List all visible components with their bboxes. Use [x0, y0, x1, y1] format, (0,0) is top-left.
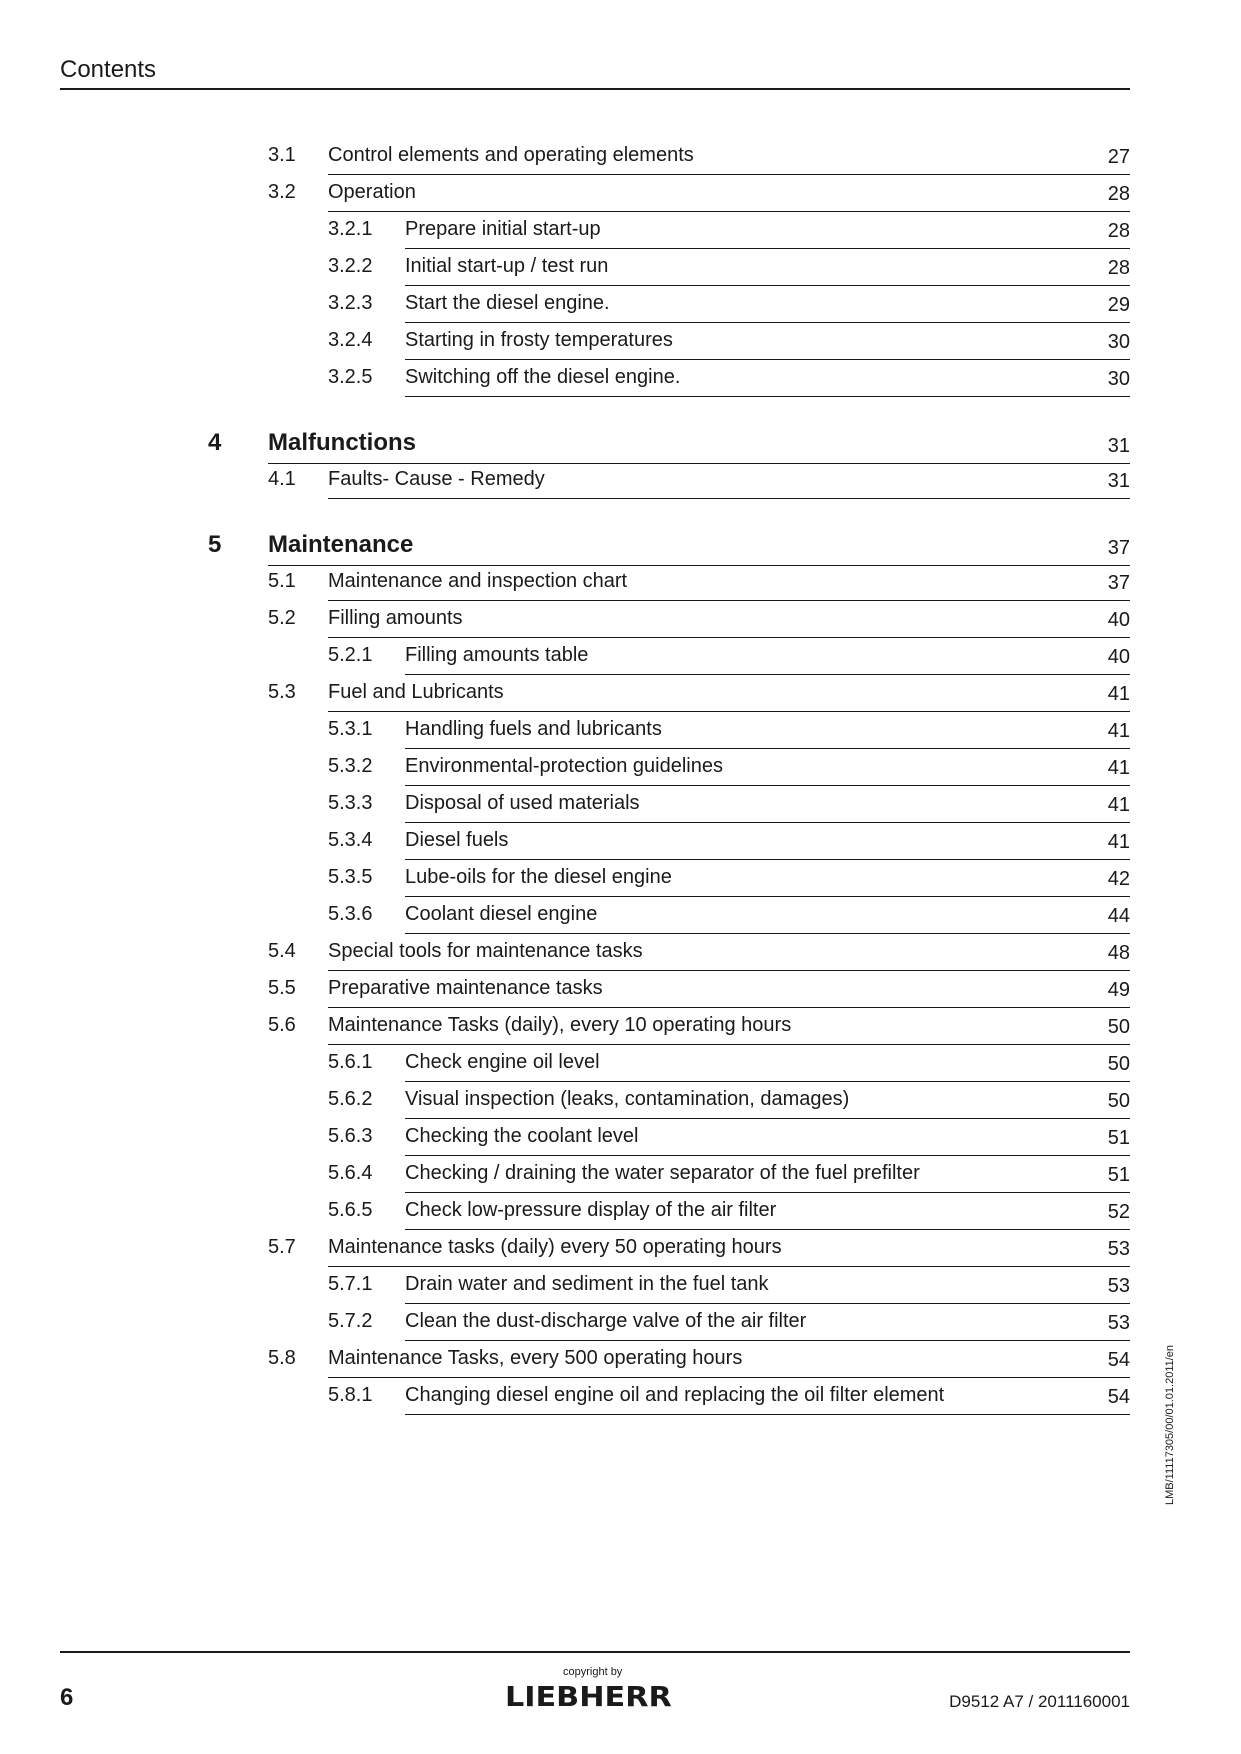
toc-entry-page: 41: [1107, 720, 1130, 742]
toc-entry-page: 53: [1107, 1275, 1130, 1297]
toc-entry-underline: [405, 822, 1130, 823]
toc-entry-page: 50: [1107, 1053, 1130, 1075]
toc-entry[interactable]: [0, 214, 1241, 254]
toc-entry-underline: [405, 322, 1130, 323]
toc-entry-underline: [405, 933, 1130, 934]
toc-entry-underline: [328, 174, 1130, 175]
toc-entry-title: Drain water and sediment in the fuel tank: [405, 1273, 769, 1295]
toc-entry[interactable]: [0, 566, 1241, 606]
toc-entry-underline: [328, 711, 1130, 712]
toc-entry-page: 41: [1107, 757, 1130, 779]
toc-entry[interactable]: [0, 714, 1241, 754]
toc-entry[interactable]: [0, 936, 1241, 976]
toc-entry[interactable]: [0, 1306, 1241, 1346]
toc-entry-number: 5.7.2: [328, 1310, 373, 1332]
toc-entry-title: Changing diesel engine oil and replacing the oil filter element: [405, 1384, 945, 1406]
toc-entry[interactable]: [0, 1195, 1241, 1235]
toc-entry-number: 5.3.3: [328, 792, 373, 814]
toc-entry-page: 41: [1107, 683, 1130, 705]
document-reference-code: LMB/11117305/00/01.01.2011/en: [1164, 1344, 1176, 1505]
toc-entry-page: 48: [1107, 942, 1130, 964]
toc-entry-page: 28: [1107, 257, 1130, 279]
toc-entry-number: 3.2.5: [328, 366, 373, 388]
toc-entry-number: 5.1: [268, 570, 296, 592]
toc-entry-number: 5.3: [268, 681, 296, 703]
toc-entry-number: 5.6: [268, 1014, 296, 1036]
toc-entry-underline: [328, 637, 1130, 638]
toc-entry-number: 5.8: [268, 1347, 296, 1369]
toc-entry-number: 3.2.4: [328, 329, 373, 351]
toc-entry-page: 30: [1107, 368, 1130, 390]
toc-entry-page: 51: [1107, 1164, 1130, 1186]
toc-entry-number: 5.5: [268, 977, 296, 999]
toc-entry-number: 5: [208, 531, 222, 558]
toc-entry-page: 52: [1107, 1201, 1130, 1223]
toc-entry[interactable]: [0, 788, 1241, 828]
toc-entry-underline: [405, 396, 1130, 397]
toc-entry-title: Initial start-up / test run: [405, 255, 609, 277]
toc-entry-title: Start the diesel engine.: [405, 292, 610, 314]
toc-entry-title: Operation: [328, 181, 416, 203]
toc-entry[interactable]: [0, 973, 1241, 1013]
toc-entry[interactable]: [0, 1343, 1241, 1383]
toc-entry-underline: [328, 211, 1130, 212]
toc-entry-number: 4: [208, 429, 222, 456]
toc-entry[interactable]: [0, 1380, 1241, 1420]
toc-entry-underline: [405, 859, 1130, 860]
toc-entry-page: 53: [1107, 1312, 1130, 1334]
toc-entry-number: 5.3.4: [328, 829, 373, 851]
toc-entry[interactable]: [0, 862, 1241, 902]
toc-entry[interactable]: [0, 325, 1241, 365]
toc-chapter[interactable]: [0, 427, 1241, 467]
toc-entry-underline: [405, 1414, 1130, 1415]
toc-entry[interactable]: [0, 825, 1241, 865]
toc-entry-page: 28: [1107, 183, 1130, 205]
toc-entry-underline: [405, 674, 1130, 675]
toc-entry-page: 31: [1107, 470, 1130, 492]
toc-entry-underline: [405, 1192, 1130, 1193]
toc-entry-page: 54: [1107, 1386, 1130, 1408]
toc-entry-title: Check engine oil level: [405, 1051, 600, 1073]
toc-entry-page: 28: [1107, 220, 1130, 242]
toc-entry[interactable]: [0, 751, 1241, 791]
toc-entry-number: 3.2: [268, 181, 296, 203]
toc-entry-underline: [328, 1044, 1130, 1045]
toc-entry-page: 54: [1107, 1349, 1130, 1371]
toc-entry-title: Visual inspection (leaks, contamination, damages): [405, 1088, 850, 1110]
toc-entry-title: Environmental-protection guidelines: [405, 755, 723, 777]
toc-entry-page: 41: [1107, 794, 1130, 816]
toc-entry-page: 41: [1107, 831, 1130, 853]
toc-entry[interactable]: [0, 899, 1241, 939]
toc-entry-number: 5.3.5: [328, 866, 373, 888]
toc-entry-number: 3.1: [268, 144, 296, 166]
toc-entry-title: Lube-oils for the diesel engine: [405, 866, 672, 888]
toc-entry-number: 5.3.1: [328, 718, 373, 740]
page-number: 6: [60, 1684, 74, 1711]
toc-entry-page: 51: [1107, 1127, 1130, 1149]
toc-entry-underline: [328, 1266, 1130, 1267]
toc-entry-title: Special tools for maintenance tasks: [328, 940, 643, 962]
toc-entry-title: Maintenance and inspection chart: [328, 570, 628, 592]
toc-entry-page: 50: [1107, 1090, 1130, 1112]
toc-entry-title: Maintenance Tasks (daily), every 10 operating hours: [328, 1014, 792, 1036]
toc-entry-number: 5.6.2: [328, 1088, 373, 1110]
toc-entry-title: Control elements and operating elements: [328, 144, 694, 166]
toc-entry-title: Filling amounts table: [405, 644, 589, 666]
toc-entry[interactable]: [0, 1232, 1241, 1272]
toc-entry[interactable]: [0, 1084, 1241, 1124]
toc-entry-title: Check low-pressure display of the air filter: [405, 1199, 777, 1221]
document-id: D9512 A7 / 2011160001: [949, 1692, 1130, 1711]
toc-entry-page: 31: [1107, 435, 1130, 457]
toc-entry-title: Handling fuels and lubricants: [405, 718, 662, 740]
toc-entry-page: 40: [1107, 646, 1130, 668]
toc-entry-page: 49: [1107, 979, 1130, 1001]
toc-entry-title: Maintenance Tasks, every 500 operating hours: [328, 1347, 743, 1369]
toc-entry-title: Malfunctions: [268, 429, 416, 456]
liebherr-logo: LIEBHERR: [505, 1680, 672, 1713]
toc-entry-underline: [405, 1229, 1130, 1230]
toc-entry-title: Checking the coolant level: [405, 1125, 639, 1147]
toc-entry-underline: [328, 970, 1130, 971]
toc-entry-number: 4.1: [268, 468, 296, 490]
toc-entry[interactable]: [0, 140, 1241, 180]
toc-entry-underline: [405, 748, 1130, 749]
toc-entry-underline: [328, 1007, 1130, 1008]
page-header-title: Contents: [60, 56, 157, 83]
toc-entry-underline: [405, 285, 1130, 286]
toc-entry-title: Starting in frosty temperatures: [405, 329, 673, 351]
toc-entry-number: 5.3.2: [328, 755, 373, 777]
toc-entry-title: Switching off the diesel engine.: [405, 366, 681, 388]
toc-entry-underline: [328, 1377, 1130, 1378]
toc-entry-title: Faults- Cause - Remedy: [328, 468, 545, 490]
toc-entry-number: 5.6.4: [328, 1162, 373, 1184]
toc-entry-title: Diesel fuels: [405, 829, 509, 851]
toc-entry[interactable]: [0, 464, 1241, 504]
toc-entry-underline: [405, 896, 1130, 897]
toc-entry[interactable]: [0, 1010, 1241, 1050]
toc-entry-underline: [405, 1118, 1130, 1119]
toc-entry[interactable]: [0, 603, 1241, 643]
toc-entry-number: 3.2.2: [328, 255, 373, 277]
toc-entry-title: Checking / draining the water separator of the fuel prefilter: [405, 1162, 920, 1184]
toc-entry-page: 29: [1107, 294, 1130, 316]
toc-entry-page: 30: [1107, 331, 1130, 353]
toc-chapter[interactable]: [0, 529, 1241, 569]
toc-entry-title: Disposal of used materials: [405, 792, 640, 814]
toc-entry-page: 27: [1107, 146, 1130, 168]
toc-entry-number: 5.7: [268, 1236, 296, 1258]
toc-entry-number: 5.6.1: [328, 1051, 373, 1073]
toc-entry[interactable]: [0, 362, 1241, 402]
toc-entry-page: 44: [1107, 905, 1130, 927]
toc-entry-number: 5.4: [268, 940, 296, 962]
toc-entry-underline: [405, 1155, 1130, 1156]
toc-entry[interactable]: [0, 288, 1241, 328]
toc-entry-title: Clean the dust-discharge valve of the air filter: [405, 1310, 807, 1332]
toc-entry-page: 40: [1107, 609, 1130, 631]
toc-entry-title: Filling amounts: [328, 607, 463, 629]
toc-entry-underline: [405, 785, 1130, 786]
toc-entry-number: 3.2.3: [328, 292, 373, 314]
toc-entry-title: Preparative maintenance tasks: [328, 977, 603, 999]
toc-entry[interactable]: [0, 177, 1241, 217]
toc-entry-underline: [405, 1081, 1130, 1082]
toc-entry[interactable]: [0, 677, 1241, 717]
toc-entry-page: 37: [1107, 572, 1130, 594]
toc-entry-number: 5.8.1: [328, 1384, 373, 1406]
toc-entry-underline: [328, 600, 1130, 601]
toc-entry-underline: [328, 498, 1130, 499]
toc-entry-underline: [405, 248, 1130, 249]
toc-entry-underline: [405, 1303, 1130, 1304]
toc-entry-underline: [405, 1340, 1130, 1341]
toc-entry[interactable]: [0, 1158, 1241, 1198]
toc-entry-number: 5.2: [268, 607, 296, 629]
toc-entry-number: 5.2.1: [328, 644, 373, 666]
toc-entry-title: Prepare initial start-up: [405, 218, 601, 240]
toc-entry[interactable]: [0, 251, 1241, 291]
toc-entry[interactable]: [0, 1121, 1241, 1161]
toc-entry[interactable]: [0, 1047, 1241, 1087]
toc-entry-title: Maintenance tasks (daily) every 50 operating hours: [328, 1236, 782, 1258]
toc-entry-number: 3.2.1: [328, 218, 373, 240]
toc-entry-page: 42: [1107, 868, 1130, 890]
toc-entry-page: 37: [1107, 537, 1130, 559]
toc-entry[interactable]: [0, 640, 1241, 680]
toc-entry-title: Maintenance: [268, 531, 414, 558]
toc-entry-title: Fuel and Lubricants: [328, 681, 504, 703]
toc-entry-underline: [405, 359, 1130, 360]
toc-entry-page: 53: [1107, 1238, 1130, 1260]
copyright-note: copyright by: [563, 1666, 623, 1678]
footer-divider: [60, 1651, 1130, 1653]
toc-entry-title: Coolant diesel engine: [405, 903, 598, 925]
toc-entry-number: 5.3.6: [328, 903, 373, 925]
toc-entry[interactable]: [0, 1269, 1241, 1309]
toc-entry-page: 50: [1107, 1016, 1130, 1038]
toc-entry-number: 5.6.5: [328, 1199, 373, 1221]
toc-entry-number: 5.6.3: [328, 1125, 373, 1147]
toc-entry-number: 5.7.1: [328, 1273, 373, 1295]
